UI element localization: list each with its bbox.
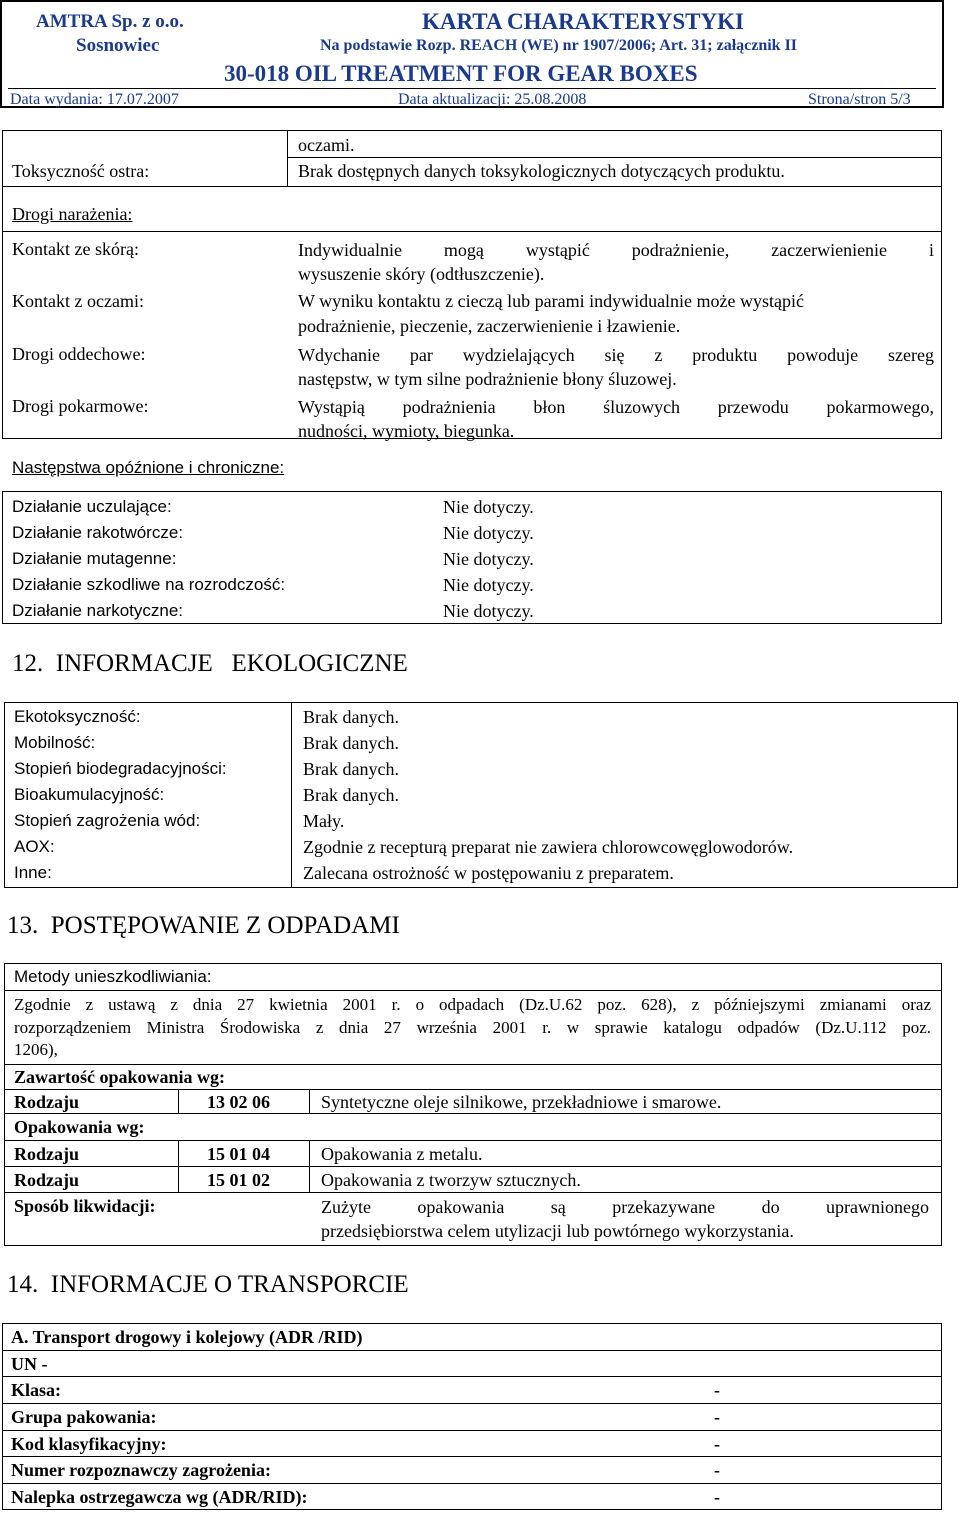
eco-label: Ekotoksyczność: <box>14 707 141 726</box>
effect-value: Nie dotyczy. <box>443 549 534 569</box>
disposal-method-text-line1: Zużyte opakowania są przekazywane do uprawnionego <box>321 1197 929 1217</box>
effect-value: Nie dotyczy. <box>443 497 534 517</box>
inhalation-label: Drogi oddechowe: <box>12 344 146 364</box>
transport-label: Kod klasyfikacyjny: <box>11 1434 167 1454</box>
eco-value: Brak danych. <box>303 759 399 779</box>
transport-value: - <box>714 1380 720 1400</box>
transport-row-divider <box>2 1350 942 1351</box>
pack-code: 15 01 04 <box>207 1144 270 1164</box>
eco-label: Stopień zagrożenia wód: <box>14 811 201 830</box>
content-kind: Rodzaju <box>14 1092 80 1112</box>
transport-label: Klasa: <box>11 1380 62 1400</box>
ingestion-text-line1: Wystąpią podrażnienia błon śluzowych przewodu pokarmowego, <box>298 397 934 417</box>
transport-value: - <box>714 1487 720 1507</box>
acute-toxicity-value: Brak dostępnych danych toksykologicznych dotyczących produktu. <box>298 161 785 181</box>
company-city: Sosnowiec <box>76 35 160 56</box>
effect-label: Działanie rakotwórcze: <box>12 523 184 542</box>
eco-label: Inne: <box>14 863 52 882</box>
eco-label: Mobilność: <box>14 733 96 752</box>
effect-value: Nie dotyczy. <box>443 601 534 621</box>
regulation-text: Na podstawie Rozp. REACH (WE) nr 1907/2006; Art. 31; załącznik II <box>320 37 798 54</box>
eye-contact-text-line2: podrażnienie, pieczenie, zaczerwienienie i łzawienie. <box>298 316 681 336</box>
transport-row-divider <box>2 1403 942 1404</box>
ingestion-text-line2: nudności, wymioty, biegunka. <box>298 421 515 441</box>
eco-value: Mały. <box>303 811 345 831</box>
transport-label: Nalepka ostrzegawcza wg (ADR/RID): <box>11 1487 308 1507</box>
eco-value: Brak danych. <box>303 785 399 805</box>
skin-contact-text-line2: wysuszenie skóry (odtłuszczenie). <box>298 264 545 284</box>
skin-contact-label: Kontakt ze skórą: <box>12 239 139 259</box>
content-row-top <box>4 1089 942 1090</box>
transport-value: - <box>714 1434 720 1454</box>
pack-row-top <box>4 1140 942 1141</box>
chronic-effects-heading: Następstwa opóźnione i chroniczne: <box>12 458 285 477</box>
transport-value: - <box>714 1407 720 1427</box>
waste-law-line2: rozporządzeniem Ministra Środowiska z dnia 27 września 2001 r. w sprawie katalogu odpadów (Dz.U.112 poz. <box>14 1018 931 1037</box>
issue-date: Data wydania: 17.07.2007 <box>10 91 179 108</box>
eye-contact-text-line1: W wyniku kontaktu z cieczą lub parami indywidualnie może wystąpić <box>298 291 805 311</box>
disposal-methods-label: Metody unieszkodliwiania: <box>14 967 212 986</box>
disposal-method-text-line2: przedsiębiorstwa celem utylizacji lub powtórnego wykorzystania. <box>321 1221 794 1241</box>
routes-divider-top <box>2 186 942 187</box>
content-col-divider-2 <box>309 1089 310 1113</box>
eco-value: Brak danych. <box>303 707 399 727</box>
transport-label: UN - <box>11 1354 48 1374</box>
ecological-info-divider <box>291 702 292 888</box>
routes-divider-bottom <box>2 231 942 232</box>
transport-label: A. Transport drogowy i kolejowy (ADR /RID) <box>11 1327 363 1347</box>
ingestion-label: Drogi pokarmowe: <box>12 396 149 416</box>
transport-row-divider <box>2 1456 942 1457</box>
effect-value: Nie dotyczy. <box>443 523 534 543</box>
content-row-bottom <box>4 1113 942 1114</box>
content-code: 13 02 06 <box>207 1092 270 1112</box>
pack-row-mid <box>4 1166 942 1167</box>
toxicity-row-divider <box>287 157 942 158</box>
pack-kind: Rodzaju <box>14 1144 80 1164</box>
toxicity-divider <box>287 130 288 186</box>
exposure-routes-heading: Drogi narażenia: <box>12 204 133 224</box>
effect-label: Działanie uczulające: <box>12 497 172 516</box>
document-header <box>0 0 944 108</box>
inhalation-text-line2: następstw, w tym silne podrażnienie błony śluzowej. <box>298 369 677 389</box>
effect-label: Działanie mutagenne: <box>12 549 177 568</box>
content-by-label: Zawartość opakowania wg: <box>14 1067 226 1087</box>
section-13-title: 13. POSTĘPOWANIE Z ODPADAMI <box>7 912 400 939</box>
transport-label: Grupa pakowania: <box>11 1407 157 1427</box>
eco-label: AOX: <box>14 837 55 856</box>
transport-row-divider <box>2 1376 942 1377</box>
effect-value: Nie dotyczy. <box>443 575 534 595</box>
waste-law-line3: 1206), <box>14 1040 58 1059</box>
update-date: Data aktualizacji: 25.08.2008 <box>398 91 587 108</box>
page-number: Strona/stron 5/3 <box>808 91 911 108</box>
eco-value: Zgodnie z recepturą preparat nie zawiera chlorowcowęglowodorów. <box>303 837 794 857</box>
section-12-title: 12. INFORMACJE EKOLOGICZNE <box>12 650 408 677</box>
waste-methods-divider <box>4 990 942 991</box>
pack-row-bottom <box>4 1192 942 1193</box>
pack-col-divider-1 <box>178 1140 179 1192</box>
eco-value: Brak danych. <box>303 733 399 753</box>
inhalation-text-line1: Wdychanie par wydzielających się z produktu powoduje szereg <box>298 345 934 365</box>
eco-label: Bioakumulacyjność: <box>14 785 165 804</box>
section-14-title: 14. INFORMACJE O TRANSPORCIE <box>7 1271 409 1298</box>
company-name: AMTRA Sp. z o.o. <box>36 11 184 32</box>
disposal-method-label: Sposób likwidacji: <box>14 1196 156 1216</box>
acute-toxicity-label: Toksyczność ostra: <box>12 161 150 181</box>
header-divider <box>8 88 936 89</box>
waste-law-divider <box>4 1064 942 1065</box>
transport-value: - <box>714 1460 720 1480</box>
skin-contact-text-line1: Indywidualnie mogą wystąpić podrażnienie, zaczerwienienie i <box>298 240 934 260</box>
product-name: 30-018 OIL TREATMENT FOR GEAR BOXES <box>224 61 698 86</box>
content-col-divider-1 <box>178 1089 179 1113</box>
transport-row-divider <box>2 1430 942 1431</box>
pack-col-divider-2 <box>309 1140 310 1192</box>
eye-contact-label: Kontakt z oczami: <box>12 291 144 311</box>
document-title: KARTA CHARAKTERYSTYKI <box>422 9 744 34</box>
transport-row-divider <box>2 1483 942 1484</box>
eco-value: Zalecana ostrożność w postępowaniu z preparatem. <box>303 863 674 883</box>
transport-label: Numer rozpoznawczy zagrożenia: <box>11 1460 271 1480</box>
content-description: Syntetyczne oleje silnikowe, przekładniowe i smarowe. <box>321 1092 722 1112</box>
effect-label: Działanie narkotyczne: <box>12 601 184 620</box>
pack-description: Opakowania z tworzyw sztucznych. <box>321 1170 581 1190</box>
prev-section-tail: oczami. <box>298 135 355 155</box>
waste-law-line1: Zgodnie z ustawą z dnia 27 kwietnia 2001 r. o odpadach (Dz.U.62 poz. 628), z późniejszymi zmianami oraz <box>14 995 931 1014</box>
pack-code: 15 01 02 <box>207 1170 270 1190</box>
packaging-by-label: Opakowania wg: <box>14 1117 145 1137</box>
eco-label: Stopień biodegradacyjności: <box>14 759 227 778</box>
pack-description: Opakowania z metalu. <box>321 1144 483 1164</box>
effect-label: Działanie szkodliwe na rozrodczość: <box>12 575 286 594</box>
pack-kind: Rodzaju <box>14 1170 80 1190</box>
